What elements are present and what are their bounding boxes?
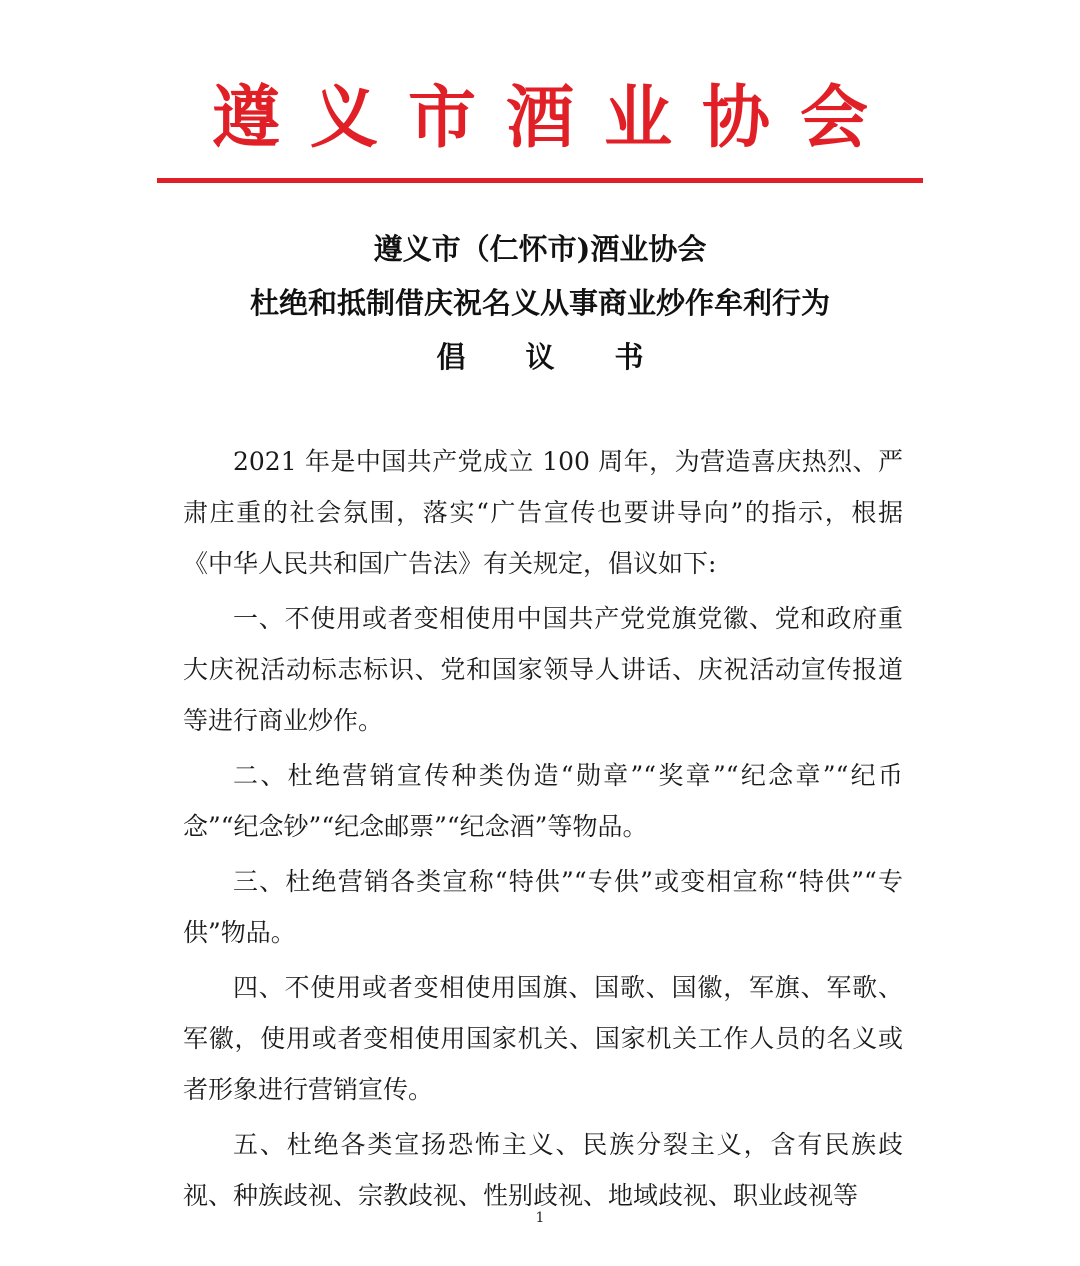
title-line-organization: 遵义市（仁怀市)酒业协会 — [373, 232, 707, 266]
letterhead-org-name: 遵义市酒业协会 — [211, 78, 898, 158]
paragraph-item-3: 三、杜绝营销各类宣称“特供”“专供”或变相宣称“特供”“专供”物品。 — [183, 867, 903, 947]
paragraph-intro: 2021 年是中国共产党成立 100 周年，为营造喜庆热烈、严肃庄重的社会氛围，落实“广告宣传也要讲导向”的指示，根据《中华人民共和国广告法》有关规定，倡议如下: — [183, 447, 903, 578]
paragraph-item-2: 二、杜绝营销宣传种类伪造“勋章”“奖章”“纪念章”“纪币念”“纪念钞”“纪念邮票”“纪念酒”等物品。 — [183, 761, 903, 841]
title-line-subject: 杜绝和抵制借庆祝名义从事商业炒作牟利行为 — [249, 286, 830, 320]
paragraph-item-4: 四、不使用或者变相使用国旗、国歌、国徽，军旗、军歌、军徽，使用或者变相使用国家机关、国家机关工作人员的名义或者形象进行营销宣传。 — [183, 973, 903, 1104]
document-title — [0, 222, 1080, 384]
paragraph-item-5: 五、杜绝各类宣扬恐怖主义、民族分裂主义，含有民族歧视、种族歧视、宗教歧视、性别歧视、地域歧视、职业歧视等 — [183, 1130, 903, 1210]
letterhead-red-rule — [157, 178, 923, 183]
paragraph-item-1: 一、不使用或者变相使用中国共产党党旗党徽、党和政府重大庆祝活动标志标识、党和国家领导人讲话、庆祝活动宣传报道等进行商业炒作。 — [183, 604, 903, 735]
page-number: 1 — [535, 1210, 545, 1226]
document-body — [183, 436, 903, 1221]
title-line-proposal: 倡议书 — [436, 340, 704, 374]
